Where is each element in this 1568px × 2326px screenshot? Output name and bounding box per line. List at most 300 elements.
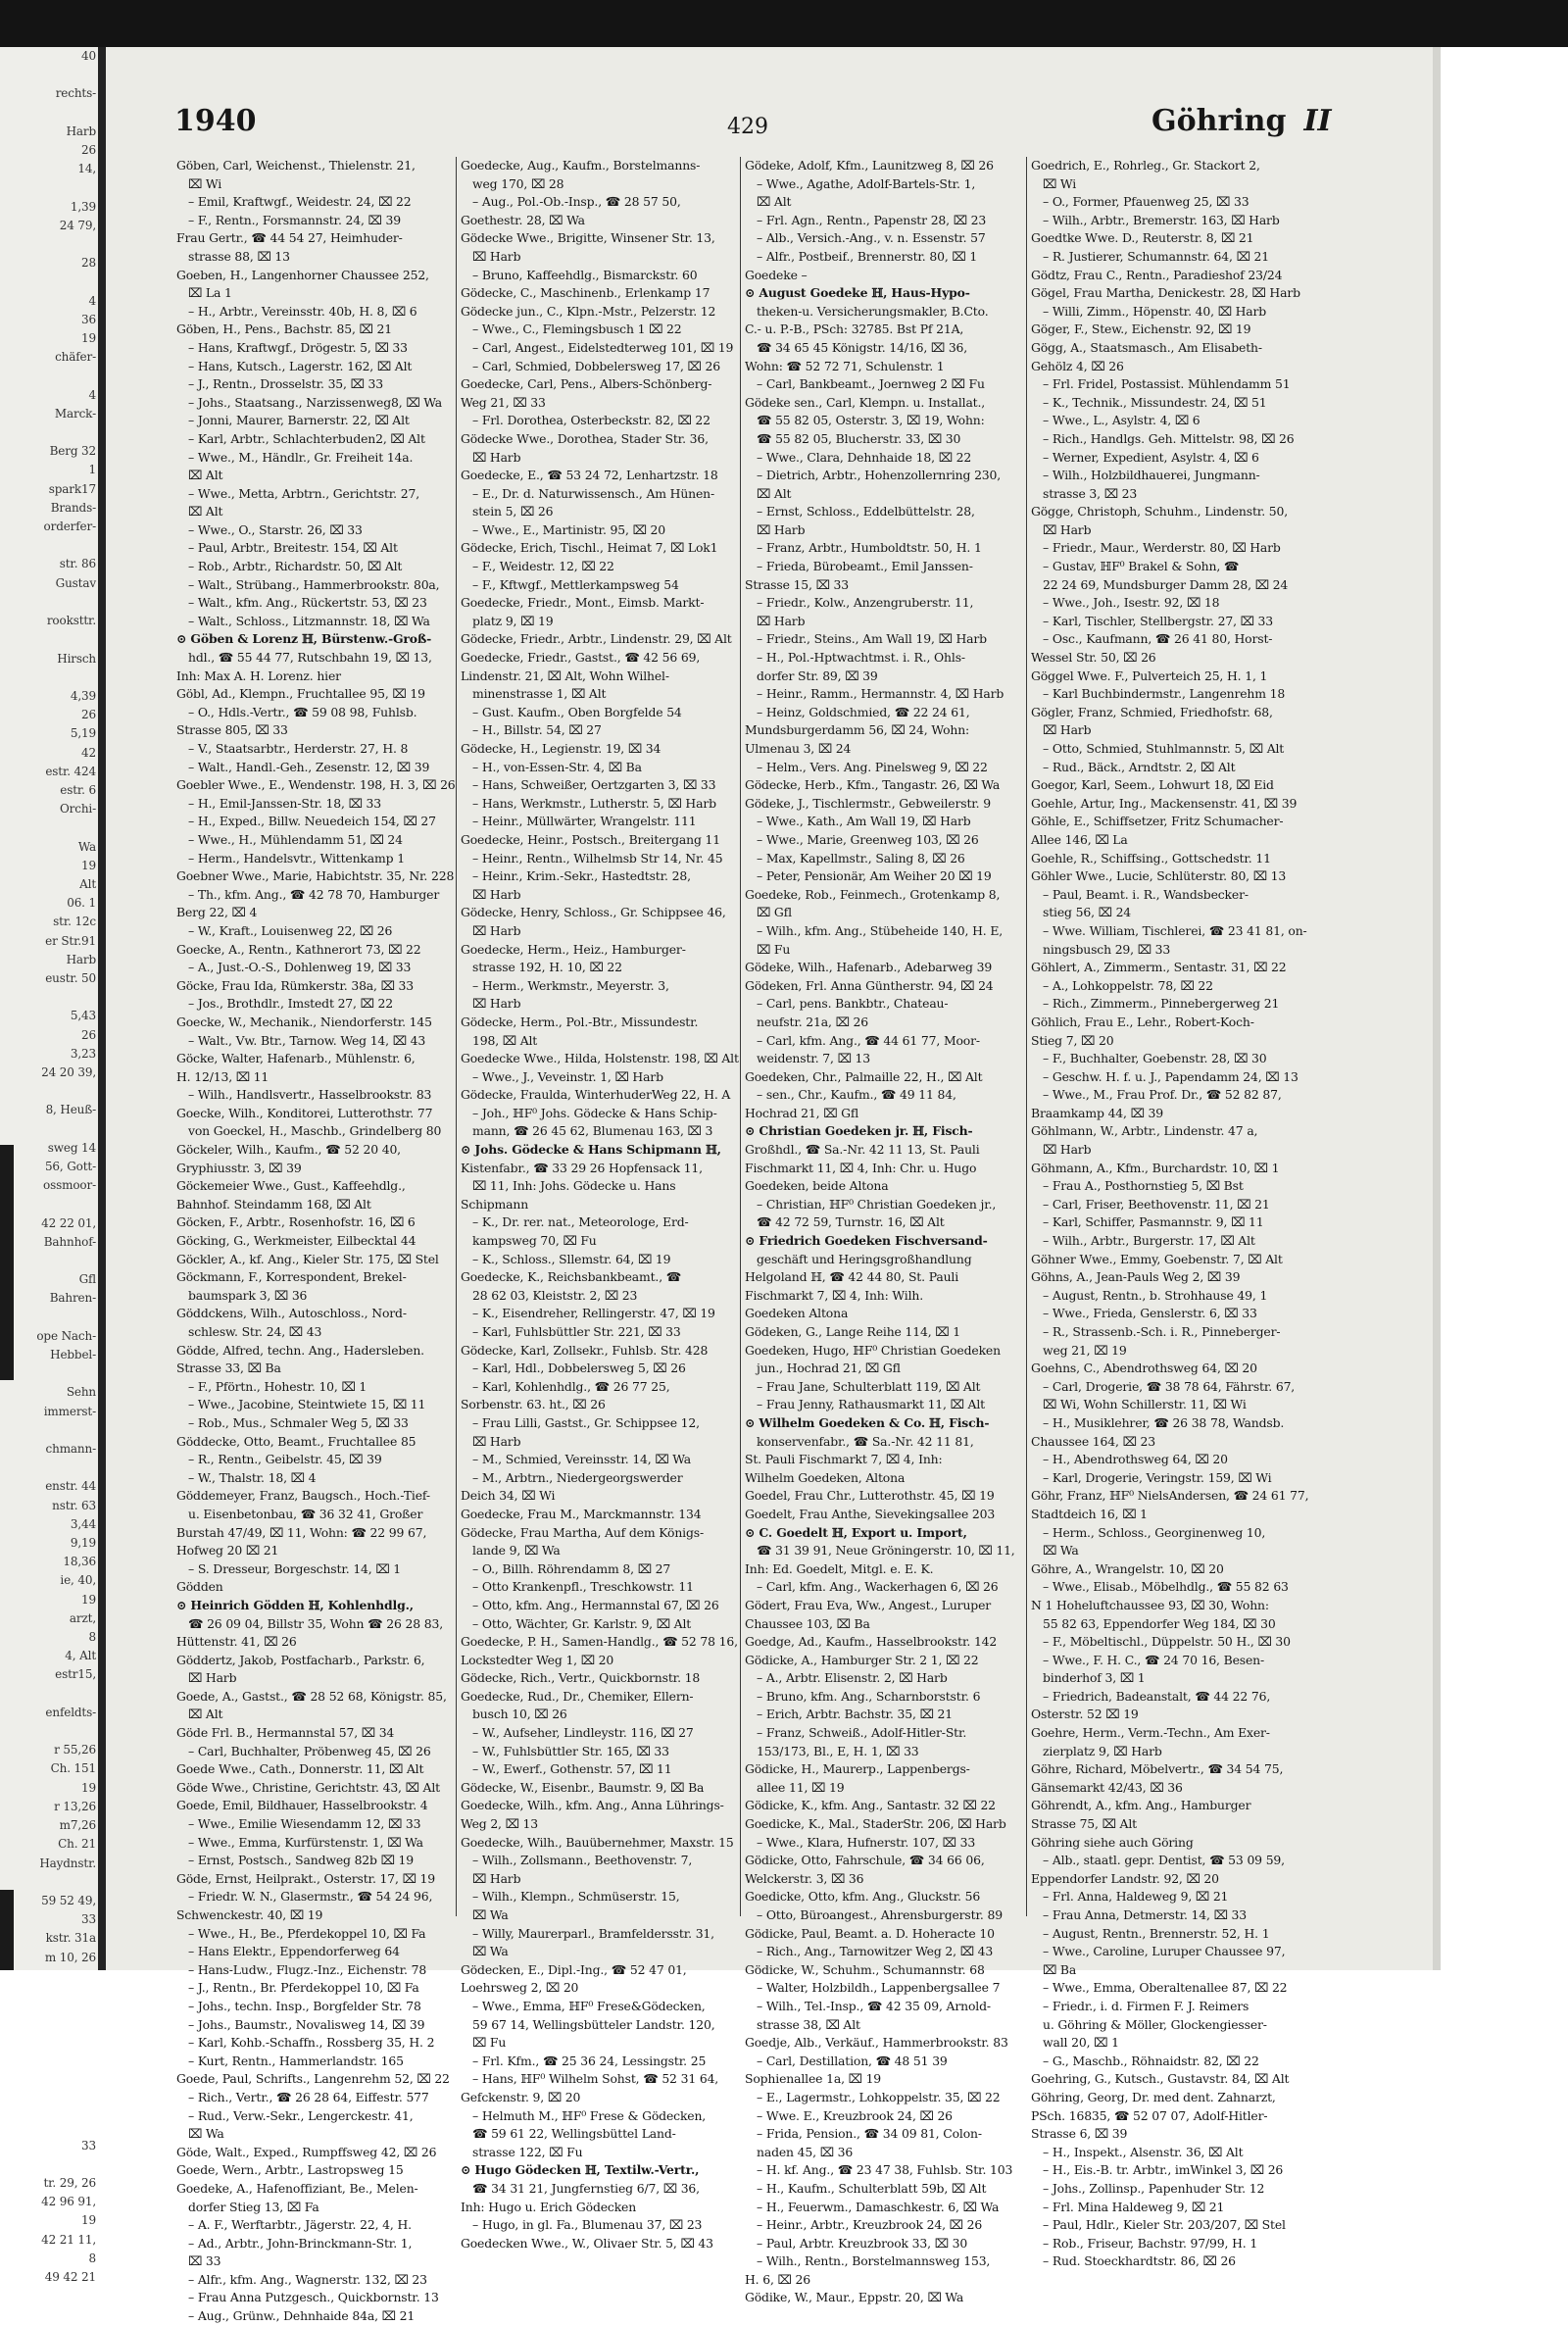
directory-entry-line: 59 67 14, Wellingsbütteler Landstr. 120, — [472, 2016, 715, 2032]
directory-entry-line: strasse 122, ⌧ Fu — [472, 2144, 583, 2159]
previous-page-line: 8, Heuß- — [45, 1103, 96, 1117]
directory-entry-line: Inh: Max A. H. Lorenz. hier — [176, 668, 341, 683]
directory-entry-line: Gödecke, H., Legienstr. 19, ⌧ 34 — [461, 741, 662, 756]
directory-entry-line: Göckeler, Wilh., Kaufm., ☎ 52 20 40, — [176, 1142, 401, 1158]
previous-page-line: 24 79, — [59, 218, 96, 232]
directory-entry-line: ⌧ La 1 — [188, 285, 232, 301]
directory-entry-line: – Max, Kapellmstr., Saling 8, ⌧ 26 — [757, 850, 965, 866]
directory-entry-line: – Helm., Vers. Ang. Pinelsweg 9, ⌧ 22 — [757, 759, 988, 774]
directory-entry-line: Goedecke, Wilh., Bauübernehmer, Maxstr. 15 — [461, 1834, 734, 1850]
directory-entry-line: – Frida, Pension., ☎ 34 09 81, Colon- — [757, 2126, 982, 2142]
directory-entry-line: – Wwe., H., Be., Pferdekoppel 10, ⌧ Fa — [188, 1925, 426, 1941]
directory-entry-line: – Wwe., O., Starstr. 26, ⌧ 33 — [188, 521, 363, 537]
directory-entry-line: Fischmarkt 7, ⌧ 4, Inh: Wilh. — [745, 1287, 924, 1303]
directory-entry-line: – Wwe., Emilie Wiesendamm 12, ⌧ 33 — [188, 1816, 421, 1832]
directory-entry-line: – Carl, Drogerie, ☎ 38 78 64, Fährstr. 67, — [1043, 1378, 1296, 1394]
directory-entry-line: – H., Billstr. 54, ⌧ 27 — [472, 722, 602, 738]
directory-entry-line: – Frau Anna Putzgesch., Quickbornstr. 13 — [188, 2290, 439, 2305]
directory-entry-line: Göckemeier Wwe., Gust., Kaffeehdlg., — [176, 1178, 406, 1194]
directory-entry-line: Goehle, Artur, Ing., Mackensenstr. 41, ⌧ 39 — [1031, 795, 1298, 811]
directory-entry-line: ⌧ Harb — [472, 922, 521, 938]
directory-entry-line: ⌧ 33 — [188, 2253, 221, 2269]
directory-entry-line: – Wilh., Klempn., Schmüserstr. 15, — [472, 1889, 680, 1905]
directory-entry-line: – Friedr. W. N., Glasermstr., ☎ 54 24 96, — [188, 1889, 433, 1905]
directory-entry-line: Weg 21, ⌧ 33 — [461, 394, 546, 410]
directory-entry-line: – H., Arbtr., Vereinsstr. 40b, H. 8, ⌧ 6 — [188, 303, 417, 319]
directory-entry-line: Burstah 47/49, ⌧ 11, Wohn: ☎ 22 99 67, — [176, 1524, 427, 1540]
directory-entry-line: Goecke, Wilh., Konditorei, Lutterothstr. 77 — [176, 1105, 433, 1120]
directory-entry-line: naden 45, ⌧ 36 — [757, 2144, 854, 2159]
previous-page-line: ie, 40, — [60, 1573, 96, 1588]
previous-page-line — [0, 1685, 96, 1704]
directory-entry-line: ningsbusch 29, ⌧ 33 — [1043, 941, 1171, 957]
directory-entry-line: Gödicke, K., kfm. Ang., Santastr. 32 ⌧ 22 — [745, 1798, 996, 1813]
previous-page-line: Brands- — [50, 500, 96, 515]
directory-entry-line: ⌧ Harb — [1043, 722, 1092, 738]
previous-page-line: immerst- — [43, 1404, 96, 1418]
directory-entry-line: – Paul, Hdlr., Kieler Str. 203/207, ⌧ Stel — [1043, 2217, 1286, 2233]
directory-entry-line: – Rich., Ang., Tarnowitzer Weg 2, ⌧ 43 — [757, 1944, 994, 1959]
directory-entry-line: ⌧ Harb — [472, 248, 521, 264]
directory-entry-line: – Carl, pens. Bankbtr., Chateau- — [757, 996, 949, 1012]
directory-entry-line: Wessel Str. 50, ⌧ 26 — [1031, 650, 1156, 666]
directory-entry-line: Goedicke, K., Mal., StaderStr. 206, ⌧ Harb — [745, 1816, 1006, 1832]
directory-entry-line: stein 5, ⌧ 26 — [472, 504, 554, 520]
directory-entry-line: ⊙ Heinrich Gödden ℍ, Kohlenhdlg., — [176, 1597, 414, 1612]
directory-entry-line: – Carl, Angest., Eidelstedterweg 101, ⌧ 19 — [472, 339, 734, 355]
directory-entry-line: – Ernst, Postsch., Sandweg 82b ⌧ 19 — [188, 1853, 414, 1868]
directory-entry-line: Göhlert, A., Zimmerm., Sentastr. 31, ⌧ 22 — [1031, 960, 1287, 975]
directory-entry-line: – A., Just.-O.-S., Dohlenweg 19, ⌧ 33 — [188, 960, 412, 975]
directory-entry-line: – Geschw. H. f. u. J., Papendamm 24, ⌧ 13 — [1043, 1068, 1298, 1084]
directory-entry-line: – Bruno, Kaffeehdlg., Bismarckstr. 60 — [472, 267, 698, 282]
directory-entry-line: – Rud., Verw.-Sekr., Lengerckestr. 41, — [188, 2107, 414, 2123]
directory-entry-line: stieg 56, ⌧ 24 — [1043, 905, 1132, 920]
directory-entry-line: Gödden — [176, 1579, 223, 1595]
directory-entry-line: Goegor, Karl, Seem., Lohwurt 18, ⌧ Eid — [1031, 777, 1274, 793]
directory-entry-line: Gödeke sen., Carl, Klempn. u. Installat., — [745, 394, 986, 410]
previous-page-line: m7,26 — [59, 1818, 96, 1833]
directory-entry-line: ⌧ Fu — [472, 2035, 507, 2051]
previous-page-line — [0, 1082, 96, 1101]
directory-entry-line: – V., Staatsarbtr., Herderstr. 27, H. 8 — [188, 741, 409, 756]
directory-entry-line: – Emil, Kraftwgf., Weidestr. 24, ⌧ 22 — [188, 194, 412, 210]
directory-entry-line: ☎ 34 65 45 Königstr. 14/16, ⌧ 36, — [757, 339, 968, 355]
directory-entry-line: – K., Technik., Missundestr. 24, ⌧ 51 — [1043, 394, 1267, 410]
previous-page-line: rooksttr. — [46, 614, 96, 628]
directory-entry-line: allee 11, ⌧ 19 — [757, 1779, 845, 1795]
directory-entry-line: – Herm., Handelsvtr., Wittenkamp 1 — [188, 850, 405, 866]
directory-entry-line: – Jos., Brothdlr., Imstedt 27, ⌧ 22 — [188, 996, 393, 1012]
directory-entry-line: Chaussee 103, ⌧ Ba — [745, 1615, 870, 1631]
previous-page-line — [0, 668, 96, 687]
previous-page-line: Bahnhof- — [43, 1234, 96, 1249]
directory-entry-line: Gefckenstr. 9, ⌧ 20 — [461, 2089, 581, 2104]
directory-entry-line: Osterstr. 52 ⌧ 19 — [1031, 1707, 1139, 1722]
directory-entry-line: – Carl, kfm. Ang., ☎ 44 61 77, Moor- — [757, 1032, 980, 1048]
directory-entry-line: Goedrich, E., Rohrleg., Gr. Stackort 2, — [1031, 158, 1260, 173]
directory-entry-line: – Rud., Bäck., Arndtstr. 2, ⌧ Alt — [1043, 759, 1236, 774]
directory-entry-line: – Walt., kfm. Ang., Rückertstr. 53, ⌧ 23 — [188, 595, 427, 611]
directory-entry-line: Gödicke, A., Hamburger Str. 2 1, ⌧ 22 — [745, 1652, 979, 1667]
directory-entry-line: – H., von-Essen-Str. 4, ⌧ Ba — [472, 759, 642, 774]
directory-entry-line: – Kurt, Rentn., Hammerlandstr. 165 — [188, 2053, 404, 2068]
directory-entry-line: Göggel Wwe. F., Pulverteich 25, H. 1, 1 — [1031, 668, 1268, 683]
previous-page-line — [0, 104, 96, 123]
directory-entry-line: Göhring, Georg, Dr. med dent. Zahnarzt, — [1031, 2089, 1276, 2104]
previous-page-line: 4 — [88, 293, 96, 308]
directory-entry-line: – Hugo, in gl. Fa., Blumenau 37, ⌧ 23 — [472, 2217, 703, 2233]
directory-entry-line: Göhmann, A., Kfm., Burchardstr. 10, ⌧ 1 — [1031, 1160, 1280, 1175]
previous-page-line: enfeldts- — [45, 1705, 96, 1719]
directory-entry-line: – H., Emil-Janssen-Str. 18, ⌧ 33 — [188, 795, 381, 811]
previous-page-line: orderfer- — [43, 520, 96, 534]
directory-entry-line: – Frau A., Posthornstieg 5, ⌧ Bst — [1043, 1178, 1244, 1194]
directory-entry-line: 22 24 69, Mundsburger Damm 28, ⌧ 24 — [1043, 576, 1289, 592]
directory-entry-line: – Friedr., i. d. Firmen F. J. Reimers — [1043, 1998, 1250, 2013]
directory-entry-line: Lindenstr. 21, ⌧ Alt, Wohn Wilhel- — [461, 668, 669, 683]
directory-entry-line: – R. Justierer, Schumannstr. 64, ⌧ 21 — [1043, 248, 1269, 264]
directory-entry-line: – Wwe., Emma, Oberaltenallee 87, ⌧ 22 — [1043, 1980, 1288, 1996]
directory-entry-line: Welckerstr. 3, ⌧ 36 — [745, 1870, 864, 1886]
directory-entry-line: – Frau Jenny, Rathausmarkt 11, ⌧ Alt — [757, 1397, 985, 1412]
directory-entry-line: Berg 22, ⌧ 4 — [176, 905, 258, 920]
directory-entry-line: Goedeke – — [745, 267, 808, 282]
directory-entry-line: weidenstr. 7, ⌧ 13 — [757, 1051, 870, 1066]
directory-entry-line: ☎ 55 82 05, Osterstr. 3, ⌧ 19, Wohn: — [757, 413, 985, 428]
directory-entry-line: ☎ 34 31 21, Jungfernstieg 6/7, ⌧ 36, — [472, 2180, 700, 2196]
directory-entry-line: Gödeken, Frl. Anna Güntherstr. 94, ⌧ 24 — [745, 977, 994, 993]
directory-entry-line: – Wwe., J., Veveinstr. 1, ⌧ Harb — [472, 1068, 663, 1084]
previous-page-line: Orchi- — [59, 802, 96, 817]
directory-entry-line: – W., Kraft., Louisenweg 22, ⌧ 26 — [188, 922, 393, 938]
directory-entry-line: – E., Lagermstr., Lohkoppelstr. 35, ⌧ 22 — [757, 2089, 1001, 2104]
directory-entry-line: – A. F., Werftarbtr., Jägerstr. 22, 4, H. — [188, 2217, 412, 2233]
directory-entry-line: Goedeken, beide Altona — [745, 1178, 889, 1194]
directory-entry-line: – Wwe., H., Mühlendamm 51, ⌧ 24 — [188, 831, 403, 847]
directory-entry-line: – Frau Anna, Detmerstr. 14, ⌧ 33 — [1043, 1907, 1247, 1922]
directory-entry-line: neufstr. 21a, ⌧ 26 — [757, 1014, 868, 1029]
previous-page-line: 9,19 — [70, 1536, 96, 1551]
directory-entry-line: mann, ☎ 26 45 62, Blumenau 163, ⌧ 3 — [472, 1123, 713, 1139]
previous-page-line — [0, 1722, 96, 1741]
directory-entry-line: strasse 3, ⌧ 23 — [1043, 485, 1138, 501]
previous-page-line: 14, — [77, 162, 96, 176]
previous-page-line: arzt, — [69, 1610, 96, 1625]
previous-page-line: 40 — [81, 49, 96, 63]
previous-page-line — [0, 178, 96, 197]
directory-entry-line: – Alb., Versich.-Ang., v. n. Essenstr. 57 — [757, 230, 986, 246]
directory-entry-line: – Wilh., Zollsmann., Beethovenstr. 7, — [472, 1853, 693, 1868]
directory-entry-line: – Herm., Werkmstr., Meyerstr. 3, — [472, 977, 669, 993]
directory-entry-line: – F., Möbeltischl., Düppelstr. 50 H., ⌧ 30 — [1043, 1634, 1291, 1650]
directory-entry-line: Göcking, G., Werkmeister, Eilbecktal 44 — [176, 1233, 416, 1249]
directory-entry-line: – sen., Chr., Kaufm., ☎ 49 11 84, — [757, 1087, 956, 1103]
directory-entry-line: ⊙ Friedrich Goedeken Fischversand- — [745, 1233, 988, 1249]
directory-entry-line: – Karl, Hdl., Dobbelersweg 5, ⌧ 26 — [472, 1361, 686, 1376]
directory-entry-line: – Frl. Dorothea, Osterbeckstr. 82, ⌧ 22 — [472, 413, 710, 428]
directory-entry-line: – Ernst, Schloss., Eddelbüttelstr. 28, — [757, 504, 975, 520]
previous-page-line: er Str.91 — [45, 933, 96, 948]
directory-entry-line: – Karl, Kohb.-Schaffn., Rossberg 35, H. 2 — [188, 2035, 435, 2051]
directory-entry-line: – R., Rentn., Geibelstr. 45, ⌧ 39 — [188, 1452, 382, 1467]
directory-entry-line: Goedecken Wwe., W., Olivaer Str. 5, ⌧ 43 — [461, 2235, 713, 2251]
directory-entry-line: – Wwe., M., Händlr., Gr. Freiheit 14a. — [188, 449, 414, 465]
directory-entry-line: – W., Aufseher, Lindleystr. 116, ⌧ 27 — [472, 1725, 694, 1741]
directory-entry-line: – Otto, Schmied, Stuhlmannstr. 5, ⌧ Alt — [1043, 741, 1285, 756]
directory-entry-line: – Helmuth M., ℍF⁰ Frese & Gödecken, — [472, 2107, 707, 2123]
directory-entry-line: – Karl, Schiffer, Pasmannstr. 9, ⌧ 11 — [1043, 1214, 1264, 1230]
previous-page-line: nstr. 63 — [52, 1498, 96, 1512]
directory-entry-line: Gödecke jun., C., Klpn.-Mstr., Pelzerstr. 12 — [461, 303, 716, 319]
directory-entry-line: – O., Hdls.-Vertr., ☎ 59 08 98, Fuhlsb. — [188, 704, 417, 719]
previous-page-line: 8 — [88, 1630, 96, 1645]
directory-entry-line: – F., Kftwgf., Mettlerkampsweg 54 — [472, 576, 679, 592]
directory-entry-line: – Wwe., Emma, ℍF⁰ Frese&Gödecken, — [472, 1998, 706, 2013]
previous-page-line — [0, 988, 96, 1007]
previous-page-line: str. 12c — [53, 915, 96, 929]
directory-entry-line: – August, Rentn., Brennerstr. 52, H. 1 — [1043, 1925, 1270, 1941]
directory-entry-line: Goedel, Frau Chr., Lutterothstr. 45, ⌧ 19 — [745, 1488, 995, 1504]
previous-page-line: m 10, 26 — [44, 1950, 96, 1964]
directory-entry-line: – Friedr., Maur., Werderstr. 80, ⌧ Harb — [1043, 540, 1281, 556]
directory-entry-line: weg 21, ⌧ 19 — [1043, 1342, 1127, 1358]
directory-entry-line: Gryphiusstr. 3, ⌧ 39 — [176, 1160, 302, 1175]
directory-entry-line: 153/173, Bl., E, H. 1, ⌧ 33 — [757, 1743, 919, 1758]
directory-entry-line: – Karl Buchbindermstr., Langenrehm 18 — [1043, 686, 1286, 702]
directory-entry-line: ⌧ Harb — [757, 613, 806, 628]
running-head-name: Göhring — [1152, 104, 1287, 138]
previous-page-line: 19 — [81, 2213, 96, 2228]
directory-entry-line: Göben, Carl, Weichenst., Thielenstr. 21, — [176, 158, 416, 173]
previous-page-line — [0, 536, 96, 555]
directory-entry-line: – Wilh., Rentn., Borstelmannsweg 153, — [757, 2253, 991, 2269]
directory-entry-line: – Carl, Bankbeamt., Joernweg 2 ⌧ Fu — [757, 376, 985, 392]
directory-entry-line: Göhner Wwe., Emmy, Goebenstr. 7, ⌧ Alt — [1031, 1251, 1283, 1266]
directory-entry-line: ☎ 55 82 05, Blucherstr. 33, ⌧ 30 — [757, 430, 961, 446]
directory-entry-line: – S. Dresseur, Borgeschstr. 14, ⌧ 1 — [188, 1560, 402, 1576]
directory-entry-line: – J., Rentn., Br. Pferdekoppel 10, ⌧ Fa — [188, 1980, 419, 1996]
directory-entry-line: Gödicke, Otto, Fahrschule, ☎ 34 66 06, — [745, 1853, 985, 1868]
previous-page-line — [0, 367, 96, 385]
previous-page-line: chäfer- — [55, 350, 96, 365]
directory-entry-line: Gödecke Wwe., Brigitte, Winsener Str. 13, — [461, 230, 715, 246]
directory-entry-line: – H. kf. Ang., ☎ 23 47 38, Fuhlsb. Str. 103 — [757, 2162, 1013, 2178]
directory-entry-line: Chaussee 164, ⌧ 23 — [1031, 1433, 1155, 1449]
directory-entry-line: – Karl, Kohlenhdlg., ☎ 26 77 25, — [472, 1378, 670, 1394]
directory-entry-line: – Wwe., Jacobine, Steintwiete 15, ⌧ 11 — [188, 1397, 426, 1412]
directory-entry-line: H. 6, ⌧ 26 — [745, 2271, 810, 2287]
previous-page-line: tr. 29, 26 — [43, 2175, 96, 2190]
previous-page-line: 42 96 91, — [41, 2195, 96, 2209]
directory-entry-line: Hofweg 20 ⌧ 21 — [176, 1543, 279, 1559]
directory-entry-line: – Walter, Holzbildh., Lappenbergsallee 7 — [757, 1980, 1001, 1996]
previous-page-line: eustr. 50 — [45, 970, 96, 985]
previous-page-line: 36 — [81, 312, 96, 326]
column-rule — [1026, 157, 1027, 1916]
directory-entry-line: – F., Weidestr. 12, ⌧ 22 — [472, 559, 614, 574]
previous-page-line: Hirsch — [57, 651, 96, 666]
directory-entry-line: Strasse 33, ⌧ Ba — [176, 1361, 281, 1376]
directory-entry-line: Goedelt, Frau Anthe, Sievekingsallee 203 — [745, 1506, 996, 1521]
directory-entry-line: u. Eisenbetonbau, ☎ 36 32 41, Großer — [188, 1506, 423, 1521]
scan-top-border — [0, 0, 1568, 47]
directory-entry-line: – W., Ewerf., Gothenstr. 57, ⌧ 11 — [472, 1761, 672, 1777]
directory-entry-line: Gödecken, E., Dipl.-Ing., ☎ 52 47 01, — [461, 1961, 687, 1977]
previous-page-line — [0, 1195, 96, 1213]
directory-entry-line: binderhof 3, ⌧ 1 — [1043, 1670, 1146, 1686]
previous-page-line: sweg 14 — [47, 1140, 96, 1155]
directory-entry-line: busch 10, ⌧ 26 — [472, 1707, 567, 1722]
directory-entry-line: ⌧ Harb — [472, 449, 521, 465]
directory-entry-line: Gödde, Alfred, techn. Ang., Hadersleben. — [176, 1342, 424, 1358]
directory-entry-line: – Hans, Kutsch., Lagerstr. 162, ⌧ Alt — [188, 358, 413, 373]
directory-entry-line: – Karl, Fuhlsbüttler Str. 221, ⌧ 33 — [472, 1324, 681, 1339]
directory-entry-line: – Johs., Zollinsp., Papenhuder Str. 12 — [1043, 2180, 1265, 2196]
directory-entry-line: Gödicke, Paul, Beamt. a. D. Hoheracte 10 — [745, 1925, 995, 1941]
directory-entry-line: ⌧ Harb — [188, 1670, 237, 1686]
directory-entry-line: – Werner, Expedient, Asylstr. 4, ⌧ 6 — [1043, 449, 1259, 465]
directory-entry-line: – J., Rentn., Drosselstr. 35, ⌧ 33 — [188, 376, 384, 392]
previous-page-line: 19 — [81, 858, 96, 872]
directory-entry-line: Göckler, A., kf. Ang., Kieler Str. 175, ⌧ Stel — [176, 1251, 439, 1266]
previous-page-line: 3,44 — [70, 1516, 96, 1531]
previous-page-line — [0, 1459, 96, 1477]
directory-entry-line: Hüttenstr. 41, ⌧ 26 — [176, 1634, 297, 1650]
directory-entry-line: ⌧ Harb — [472, 886, 521, 902]
directory-entry-line: Gödecke Wwe., Dorothea, Stader Str. 36, — [461, 430, 709, 446]
directory-entry-line: Eppendorfer Landstr. 92, ⌧ 20 — [1031, 1870, 1219, 1886]
directory-entry-line: Gögel, Frau Martha, Denickestr. 28, ⌧ Harb — [1031, 285, 1300, 301]
directory-entry-line: – Herm., Schloss., Georginenweg 10, — [1043, 1524, 1266, 1540]
directory-entry-line: Goedecke, K., Reichsbankbeamt., ☎ — [461, 1269, 682, 1285]
directory-entry-line: ⊙ Wilhelm Goedeken & Co. ℍ, Fisch- — [745, 1414, 990, 1430]
directory-entry-line: – Paul, Arbtr., Breitestr. 154, ⌧ Alt — [188, 540, 398, 556]
directory-entry-line: Stadtdeich 16, ⌧ 1 — [1031, 1506, 1148, 1521]
previous-page-line: Gustav — [55, 575, 96, 590]
directory-entry-line: – Bruno, kfm. Ang., Scharnborststr. 6 — [757, 1688, 981, 1704]
directory-entry-line: Göde Wwe., Christine, Gerichtstr. 43, ⌧ Alt — [176, 1779, 440, 1795]
directory-entry-line: – Hans, Werkmstr., Lutherstr. 5, ⌧ Harb — [472, 795, 716, 811]
directory-entry-line: – Alb., staatl. gepr. Dentist, ☎ 53 09 59, — [1043, 1853, 1285, 1868]
directory-column-1 — [176, 157, 457, 2326]
previous-page-line: 42 22 01, — [41, 1215, 96, 1230]
directory-entry-line: – Wwe., F. H. C., ☎ 24 70 16, Besen- — [1043, 1652, 1265, 1667]
directory-entry-line: Göddemeyer, Franz, Baugsch., Hoch.-Tief- — [176, 1488, 430, 1504]
directory-entry-line: Gödeke, J., Tischlermstr., Gebweilerstr. 9 — [745, 795, 991, 811]
directory-entry-line: ☎ 42 72 59, Turnstr. 16, ⌧ Alt — [757, 1214, 945, 1230]
directory-entry-line: Göger, F., Stew., Eichenstr. 92, ⌧ 19 — [1031, 322, 1251, 337]
directory-entry-line: Goedeke, A., Hafenoffiziant, Be., Melen- — [176, 2180, 418, 2196]
previous-page-line: Marck- — [54, 406, 96, 421]
directory-entry-line: Gödecke, Erich, Tischl., Heimat 7, ⌧ Lok1 — [461, 540, 718, 556]
directory-entry-line: Göddecke, Otto, Beamt., Fruchtallee 85 — [176, 1433, 416, 1449]
directory-entry-line: – Friedr., Kolw., Anzengruberstr. 11, — [757, 595, 974, 611]
directory-entry-line: Gödeken, G., Lange Reihe 114, ⌧ 1 — [745, 1324, 960, 1339]
directory-entry-line: – O., Billh. Röhrendamm 8, ⌧ 27 — [472, 1560, 671, 1576]
directory-entry-line: – Johs., Baumstr., Novalisweg 14, ⌧ 39 — [188, 2016, 425, 2032]
page-year: 1940 — [174, 104, 257, 138]
directory-entry-line: Göhler Wwe., Lucie, Schlüterstr. 80, ⌧ 13 — [1031, 868, 1287, 884]
directory-entry-line: – Wwe., E., Martinistr. 95, ⌧ 20 — [472, 521, 665, 537]
directory-entry-line: – Erich, Arbtr. Bachstr. 35, ⌧ 21 — [757, 1707, 953, 1722]
directory-entry-line: – Alfr., kfm. Ang., Wagnerstr. 132, ⌧ 23 — [188, 2271, 427, 2287]
directory-entry-line: Gehölz 4, ⌧ 26 — [1031, 358, 1124, 373]
directory-entry-line: – Aug., Grünw., Dehnhaide 84a, ⌧ 21 — [188, 2308, 416, 2324]
directory-entry-line: Goedecke Wwe., Hilda, Holstenstr. 198, ⌧ Alt — [461, 1051, 739, 1066]
directory-entry-line: Göben, H., Pens., Bachstr. 85, ⌧ 21 — [176, 322, 392, 337]
previous-page-line — [0, 235, 96, 254]
directory-entry-line: Hochrad 21, ⌧ Gfl — [745, 1105, 859, 1120]
previous-page-line: 42 — [81, 745, 96, 760]
directory-entry-line: PSch. 16835, ☎ 52 07 07, Adolf-Hitler- — [1031, 2107, 1268, 2123]
directory-entry-line: Gögg, A., Staatsmasch., Am Elisabeth- — [1031, 339, 1262, 355]
directory-entry-line: – Frau Lilli, Gastst., Gr. Schippsee 12, — [472, 1414, 700, 1430]
directory-entry-line: Goebler Wwe., E., Wendenstr. 198, H. 3, ⌧ 26 — [176, 777, 456, 793]
directory-entry-line: Loehrsweg 2, ⌧ 20 — [461, 1980, 579, 1996]
directory-entry-line: Göhlich, Frau E., Lehr., Robert-Koch- — [1031, 1014, 1254, 1029]
directory-entry-line: – H., Inspekt., Alsenstr. 36, ⌧ Alt — [1043, 2144, 1244, 2159]
directory-entry-line: Göcke, Frau Ida, Rümkerstr. 38a, ⌧ 33 — [176, 977, 414, 993]
directory-entry-line: – E., Dr. d. Naturwissensch., Am Hünen- — [472, 485, 715, 501]
directory-entry-line: jun., Hochrad 21, ⌧ Gfl — [757, 1361, 901, 1376]
directory-entry-line: Gögler, Franz, Schmied, Friedhofstr. 68, — [1031, 704, 1273, 719]
previous-page-line: 5,19 — [70, 726, 96, 741]
running-head — [1152, 104, 1332, 139]
directory-entry-line: – Joh., ℍF⁰ Johs. Gödecke & Hans Schip- — [472, 1105, 717, 1120]
previous-page-line: Harb — [66, 124, 96, 138]
directory-entry-line: Gödecke, Friedr., Arbtr., Lindenstr. 29, ⌧ Alt — [461, 631, 732, 647]
directory-entry-line: schlesw. Str. 24, ⌧ 43 — [188, 1324, 322, 1339]
volume-number: II — [1303, 104, 1332, 138]
directory-entry-line: u. Göhring & Möller, Glockengiesser- — [1043, 2016, 1267, 2032]
directory-entry-line: Göhre, A., Wrangelstr. 10, ⌧ 20 — [1031, 1560, 1224, 1576]
directory-entry-line: – Wwe., Joh., Isestr. 92, ⌧ 18 — [1043, 595, 1220, 611]
directory-entry-line: – Walt., Handl.-Geh., Zesenstr. 12, ⌧ 39 — [188, 759, 430, 774]
directory-entry-line: – K., Schloss., Sllemstr. 64, ⌧ 19 — [472, 1251, 671, 1266]
previous-page-line: r 55,26 — [54, 1743, 96, 1757]
directory-entry-line: – Karl, Arbtr., Schlachterbuden2, ⌧ Alt — [188, 430, 425, 446]
directory-entry-line: – Franz, Schweiß., Adolf-Hitler-Str. — [757, 1725, 967, 1741]
directory-entry-line: – M., Arbtrn., Niedergeorgswerder — [472, 1469, 683, 1485]
directory-entry-line: Göhle, E., Schiffsetzer, Fritz Schumacher- — [1031, 814, 1284, 829]
scan-right-margin — [1441, 47, 1568, 1970]
directory-entry-line: N 1 Hoheluftchaussee 93, ⌧ 30, Wohn: — [1031, 1597, 1269, 1612]
previous-page-line: 06. 1 — [67, 896, 96, 911]
directory-entry-line: kampsweg 70, ⌧ Fu — [472, 1233, 597, 1249]
directory-entry-line: – Wwe., Elisab., Möbelhdlg., ☎ 55 82 63 — [1043, 1579, 1289, 1595]
directory-entry-line: – Wwe., Klara, Hufnerstr. 107, ⌧ 33 — [757, 1834, 976, 1850]
directory-entry-line: Goedeken Altona — [745, 1306, 849, 1321]
directory-entry-line: – H., Kaufm., Schulterblatt 59b, ⌧ Alt — [757, 2180, 987, 2196]
directory-entry-line: – Wilh., Handlsvertr., Hasselbrookstr. 83 — [188, 1087, 432, 1103]
directory-entry-line: ⌧ Ba — [1043, 1961, 1077, 1977]
directory-entry-line: – Rich., Handlgs. Geh. Mittelstr. 98, ⌧ 26 — [1043, 430, 1295, 446]
directory-entry-line: Weg 2, ⌧ 13 — [461, 1816, 539, 1832]
directory-entry-line: – Osc., Kaufmann, ☎ 26 41 80, Horst- — [1043, 631, 1273, 647]
previous-page-line: spark17 — [48, 481, 96, 496]
previous-page-line: enstr. 44 — [45, 1479, 96, 1494]
previous-page-line: 5,43 — [70, 1009, 96, 1023]
directory-entry-line: Fischmarkt 11, ⌧ 4, Inh: Chr. u. Hugo — [745, 1160, 977, 1175]
directory-entry-line: – Wwe., Emma, Kurfürstenstr. 1, ⌧ Wa — [188, 1834, 423, 1850]
previous-page-line: Harb — [66, 952, 96, 966]
previous-page-text — [0, 47, 96, 2287]
directory-entry-line: Göhrendt, A., kfm. Ang., Hamburger — [1031, 1798, 1251, 1813]
previous-page-line: 28 — [81, 256, 96, 271]
previous-page-line: 26 — [81, 708, 96, 722]
directory-entry-line: Gödecke, Herm., Pol.-Btr., Missundestr. — [461, 1014, 699, 1029]
